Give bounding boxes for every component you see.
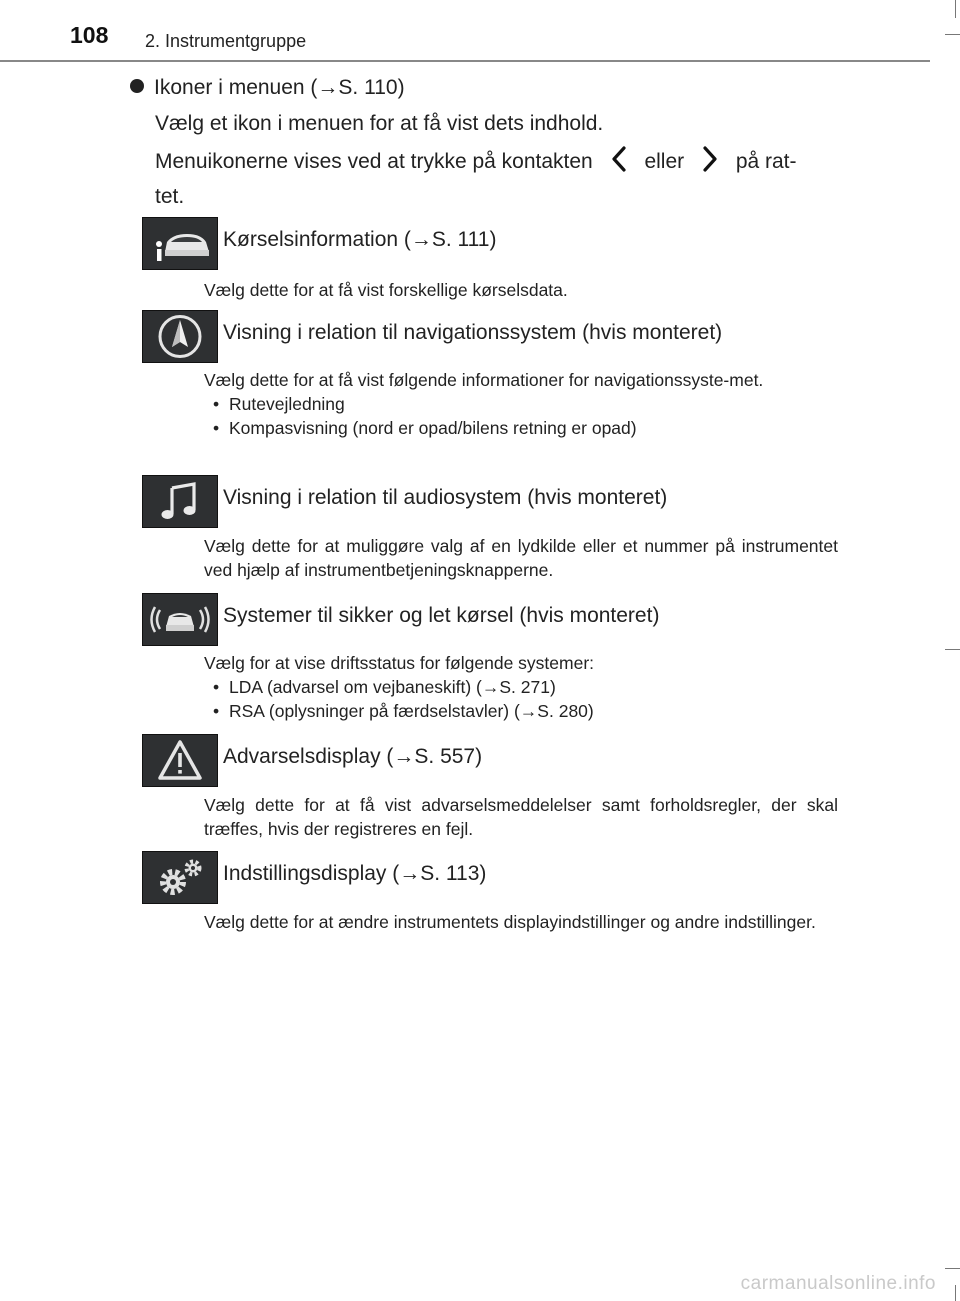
entry-description: Vælg dette for at muliggøre valg af en lydkilde eller et nummer på instrumentet ved hjælp af instrumentbetjeningsknapperne.: [204, 536, 838, 580]
watermark: carmanualsonline.info: [740, 1273, 936, 1294]
car-info-icon: [142, 217, 218, 270]
list-item: • RSA (oplysninger på færdselstavler) (→S. 280): [204, 699, 838, 723]
entry-list: [204, 392, 838, 440]
entry-title: Visning i relation til navigationssystem (hvis monteret): [223, 321, 723, 344]
crop-mark: [945, 1268, 960, 1269]
entry-title: Systemer til sikker og let kørsel (hvis monteret): [223, 604, 660, 627]
music-note-icon: [142, 475, 218, 528]
entry-description: Vælg for at vise driftsstatus for følgende systemer: • LDA (advarsel om vejbaneskift) (→S. 271) • RSA (oplysninger på færdselstavler) (→S. 280): [204, 651, 838, 723]
warning-triangle-icon: [142, 734, 218, 787]
entry-title: Indstillingsdisplay (→S. 113): [223, 862, 487, 885]
entry-description: Vælg dette for at ændre instrumentets displayindstillinger og andre indstillinger.: [204, 912, 816, 932]
crop-mark: [945, 34, 960, 35]
chapter-title: 2. Instrumentgruppe: [145, 31, 307, 51]
entry-description: Vælg dette for at få vist følgende informationer for navigationssyste-met. • Rutevejledning • Kompasvisning (nord er opad/bilens retning er opad): [204, 368, 838, 440]
bullet-dot-icon: [130, 79, 144, 93]
list-item: • Kompasvisning (nord er opad/bilens retning er opad): [204, 416, 838, 440]
entry-title: Visning i relation til audiosystem (hvis monteret): [223, 486, 668, 509]
chevron-left-icon: [599, 145, 639, 182]
intro-paragraph-1: Vælg et ikon i menuen for at få vist dets indhold.: [155, 112, 604, 135]
crop-mark: [955, 0, 956, 18]
intro-paragraph-2: Menuikonerne vises ved at trykke på kontakten eller på rat- tet.: [155, 145, 850, 212]
page-number: 108: [70, 22, 109, 48]
gears-settings-icon: [142, 851, 218, 904]
crop-mark: [945, 649, 960, 650]
intro-bullet: Ikoner i menuen (→S. 110): [130, 73, 850, 103]
navigation-compass-icon: [142, 310, 218, 363]
entry-title: Kørselsinformation (→S. 111): [223, 228, 497, 251]
entry-description: Vælg dette for at få vist advarselsmeddelelser samt forholdsregler, der skal træffes, hvis der registreres en fejl.: [204, 795, 838, 839]
chevron-right-icon: [690, 145, 730, 182]
header-rule: [0, 60, 930, 62]
intro-section: [130, 73, 850, 212]
entry-description: Vælg dette for at få vist forskellige kørselsdata.: [204, 280, 568, 300]
entry-list: [204, 675, 838, 723]
entry-title: Advarselsdisplay (→S. 557): [223, 745, 483, 768]
list-item: • Rutevejledning: [204, 392, 838, 416]
car-safety-waves-icon: [142, 593, 218, 646]
list-item: • LDA (advarsel om vejbaneskift) (→S. 271): [204, 675, 838, 699]
crop-mark: [955, 1285, 956, 1301]
